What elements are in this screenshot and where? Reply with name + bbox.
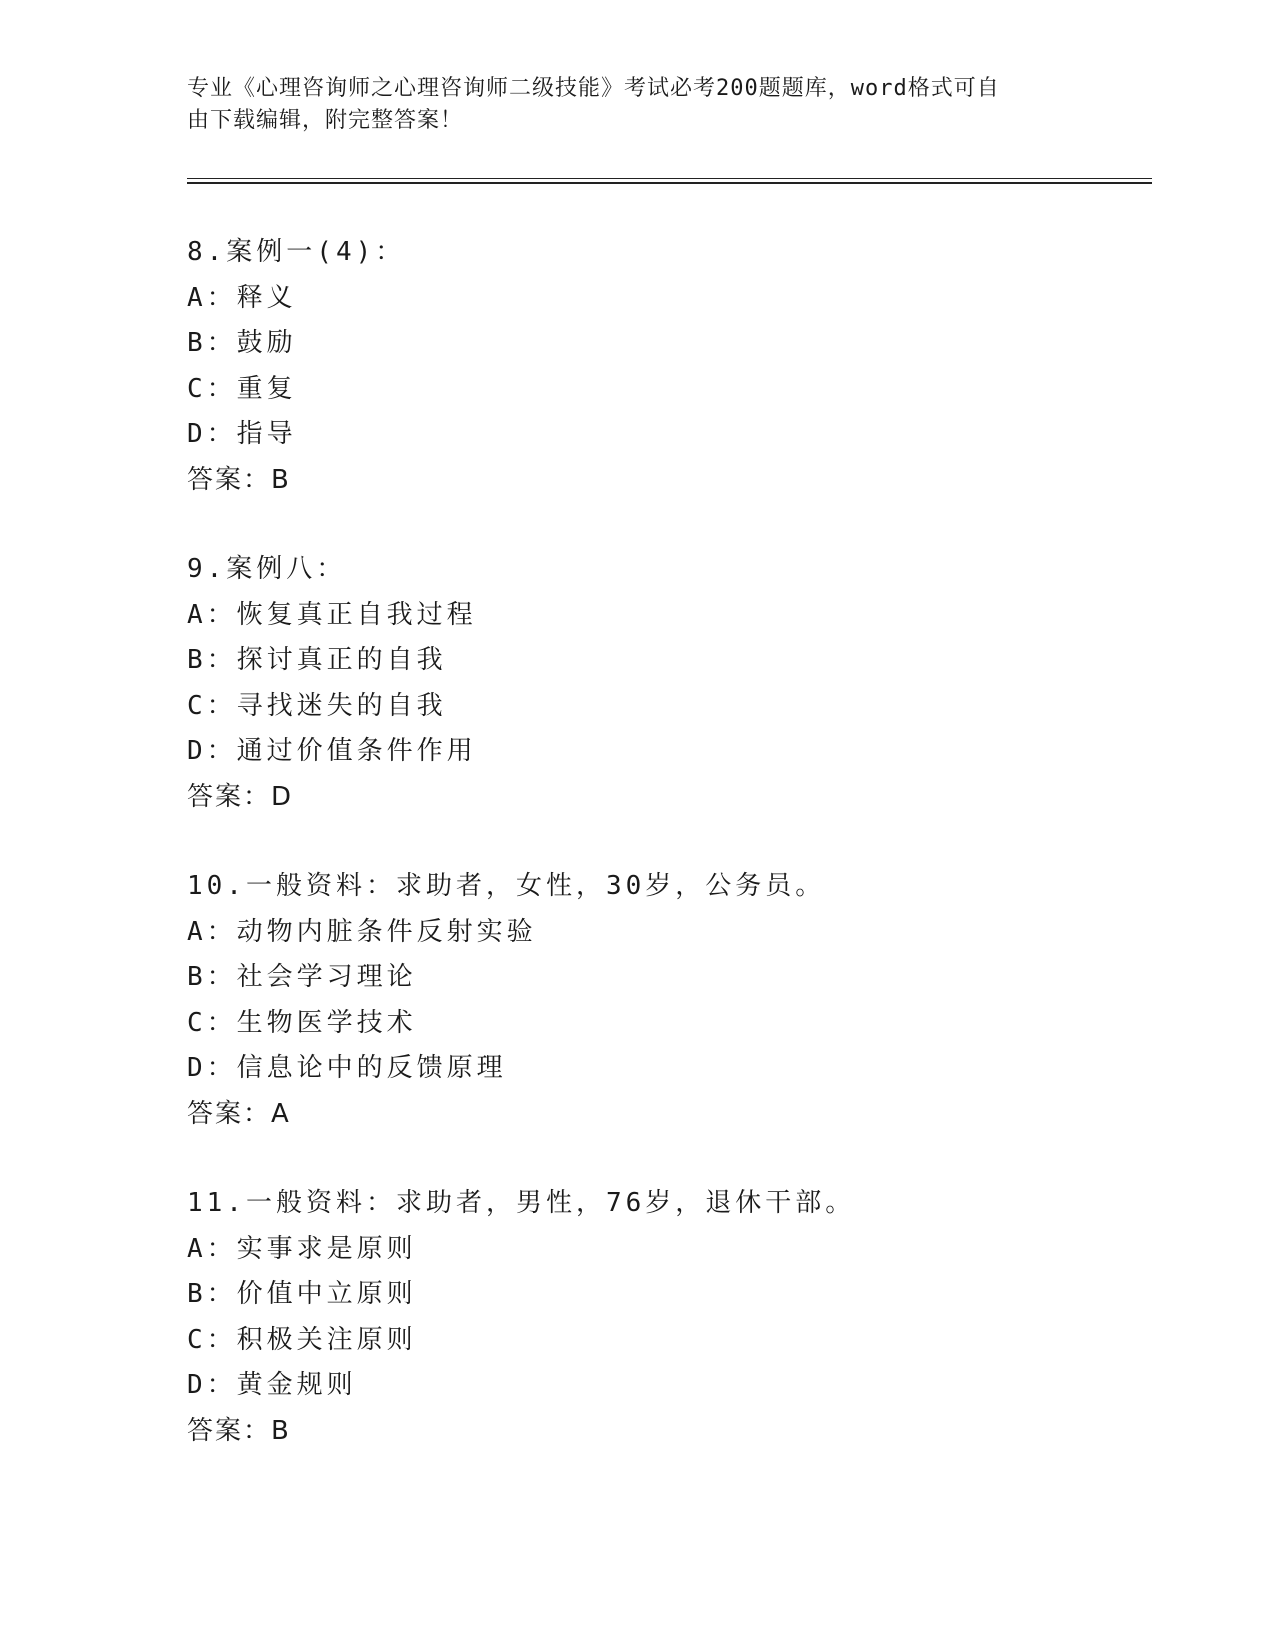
question-11 — [187, 1181, 1087, 1454]
option-a: A：恢复真正自我过程 — [187, 599, 477, 630]
answer: 答案：D — [187, 781, 294, 812]
option-b: B：鼓励 — [187, 328, 297, 358]
option-b: B：探讨真正的自我 — [187, 645, 447, 675]
answer: 答案：A — [187, 1098, 291, 1129]
option-d: D：通过价值条件作用 — [187, 736, 477, 766]
option-c: C：生物医学技术 — [187, 1007, 417, 1038]
option-b: B：社会学习理论 — [187, 962, 417, 992]
header-divider-thin — [187, 178, 1152, 179]
document-header — [187, 73, 1067, 137]
answer: 答案：B — [187, 1415, 291, 1446]
option-b: B：价值中立原则 — [187, 1279, 417, 1309]
header-line-2: 由下载编辑，附完整答案！ — [187, 108, 464, 133]
question-stem: 8.案例一(4)： — [187, 237, 406, 267]
question-stem: 11.一般资料：求助者，男性，76岁，退休干部。 — [187, 1188, 856, 1218]
header-divider-thick — [187, 182, 1152, 184]
option-a: A：实事求是原则 — [187, 1233, 417, 1264]
option-c: C：积极关注原则 — [187, 1324, 417, 1355]
question-10 — [187, 864, 1087, 1137]
question-9 — [187, 547, 1087, 820]
option-a: A：释义 — [187, 282, 297, 313]
header-line-1: 专业《心理咨询师之心理咨询师二级技能》考试必考200题题库，word格式可自 — [187, 76, 1000, 101]
option-d: D：指导 — [187, 419, 297, 449]
option-c: C：重复 — [187, 373, 297, 404]
question-stem: 10.一般资料：求助者，女性，30岁，公务员。 — [187, 871, 826, 901]
question-8 — [187, 230, 1087, 503]
option-d: D：信息论中的反馈原理 — [187, 1053, 507, 1083]
option-a: A：动物内脏条件反射实验 — [187, 916, 537, 947]
question-stem: 9.案例八： — [187, 554, 347, 584]
option-c: C：寻找迷失的自我 — [187, 690, 447, 721]
option-d: D：黄金规则 — [187, 1370, 357, 1400]
answer: 答案：B — [187, 464, 291, 495]
